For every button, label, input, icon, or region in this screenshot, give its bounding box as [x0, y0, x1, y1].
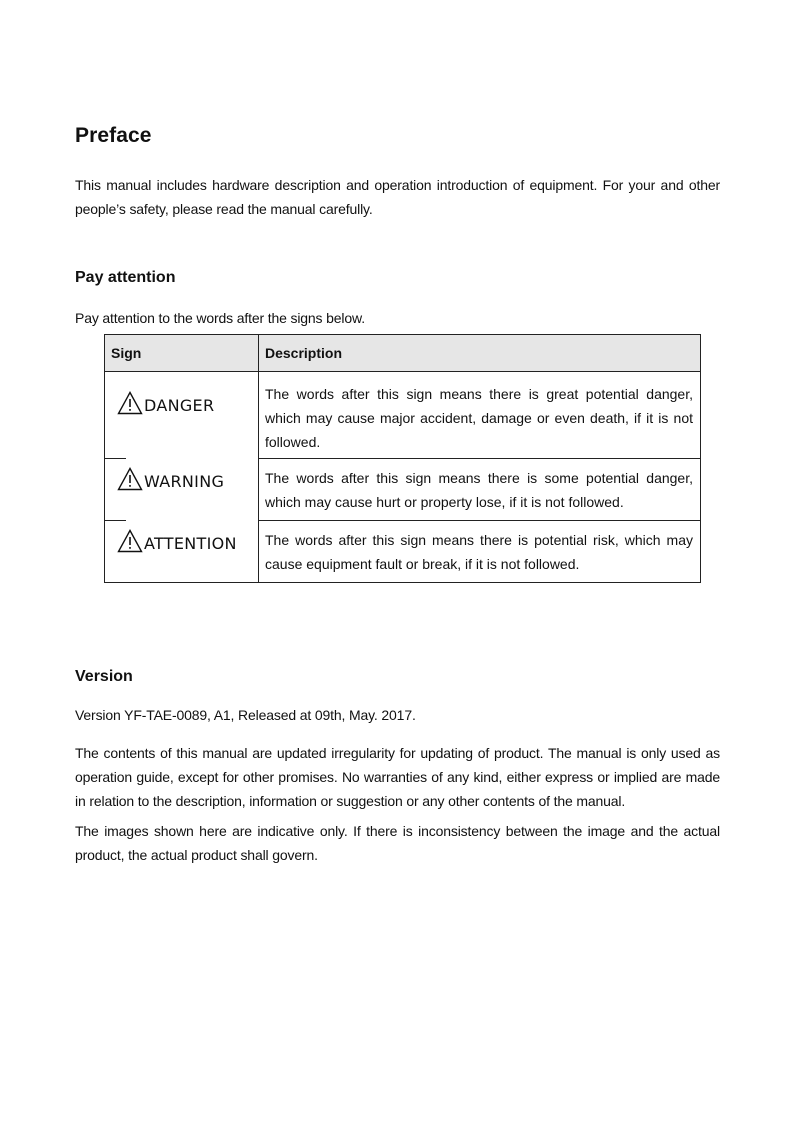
sign-column-header: Sign [105, 335, 259, 372]
attention-sign [117, 529, 237, 553]
row-divider [104, 520, 126, 521]
sign-label-text: WARNING [144, 471, 225, 491]
signs-table [104, 334, 701, 583]
description-column-header: Description [259, 335, 701, 372]
warning-triangle-icon [117, 391, 143, 415]
sign-cell [105, 459, 259, 521]
images-note: The images shown here are indicative only. If there is inconsistency between the image and the actual product, the actual product shall govern. [75, 823, 720, 863]
sign-cell [105, 521, 259, 583]
version-body: The contents of this manual are updated irregularity for updating of product. The manual is only used as operation guide, except for other promises. No warranties of any kind, either express or implied are made in relation to the description, information or suggestion or any other contents of the manual. [75, 745, 720, 809]
sign-label-text: DANGER [144, 396, 215, 415]
preface-intro: This manual includes hardware description and operation introduction of equipment. For your and other people’s safety, please read the manual carefully. [75, 177, 720, 217]
version-line: Version YF-TAE-0089, A1, Released at 09th, May. 2017. [75, 707, 416, 723]
description-cell: The words after this sign means there is some potential danger, which may cause hurt or property lose, if it is not followed. [259, 459, 701, 521]
page-title: Preface [75, 124, 152, 147]
sign-cell [105, 372, 259, 459]
table-header-row [105, 335, 701, 372]
description-cell: The words after this sign means there is potential risk, which may cause equipment fault or break, if it is not followed. [259, 521, 701, 583]
table-row [105, 372, 701, 459]
danger-sign [117, 391, 214, 415]
pay-attention-heading: Pay attention [75, 269, 176, 286]
warning-triangle-icon [117, 529, 143, 553]
warning-sign [117, 467, 224, 491]
table-row [105, 521, 701, 583]
warning-triangle-icon [117, 467, 143, 491]
table-row [105, 459, 701, 521]
pay-attention-intro: Pay attention to the words after the signs below. [75, 310, 365, 326]
row-divider [104, 458, 126, 459]
sign-label-text: ATTENTION [144, 533, 237, 553]
version-heading: Version [75, 668, 133, 685]
description-cell: The words after this sign means there is great potential danger, which may cause major accident, damage or even death, if it is not followed. [259, 372, 701, 459]
